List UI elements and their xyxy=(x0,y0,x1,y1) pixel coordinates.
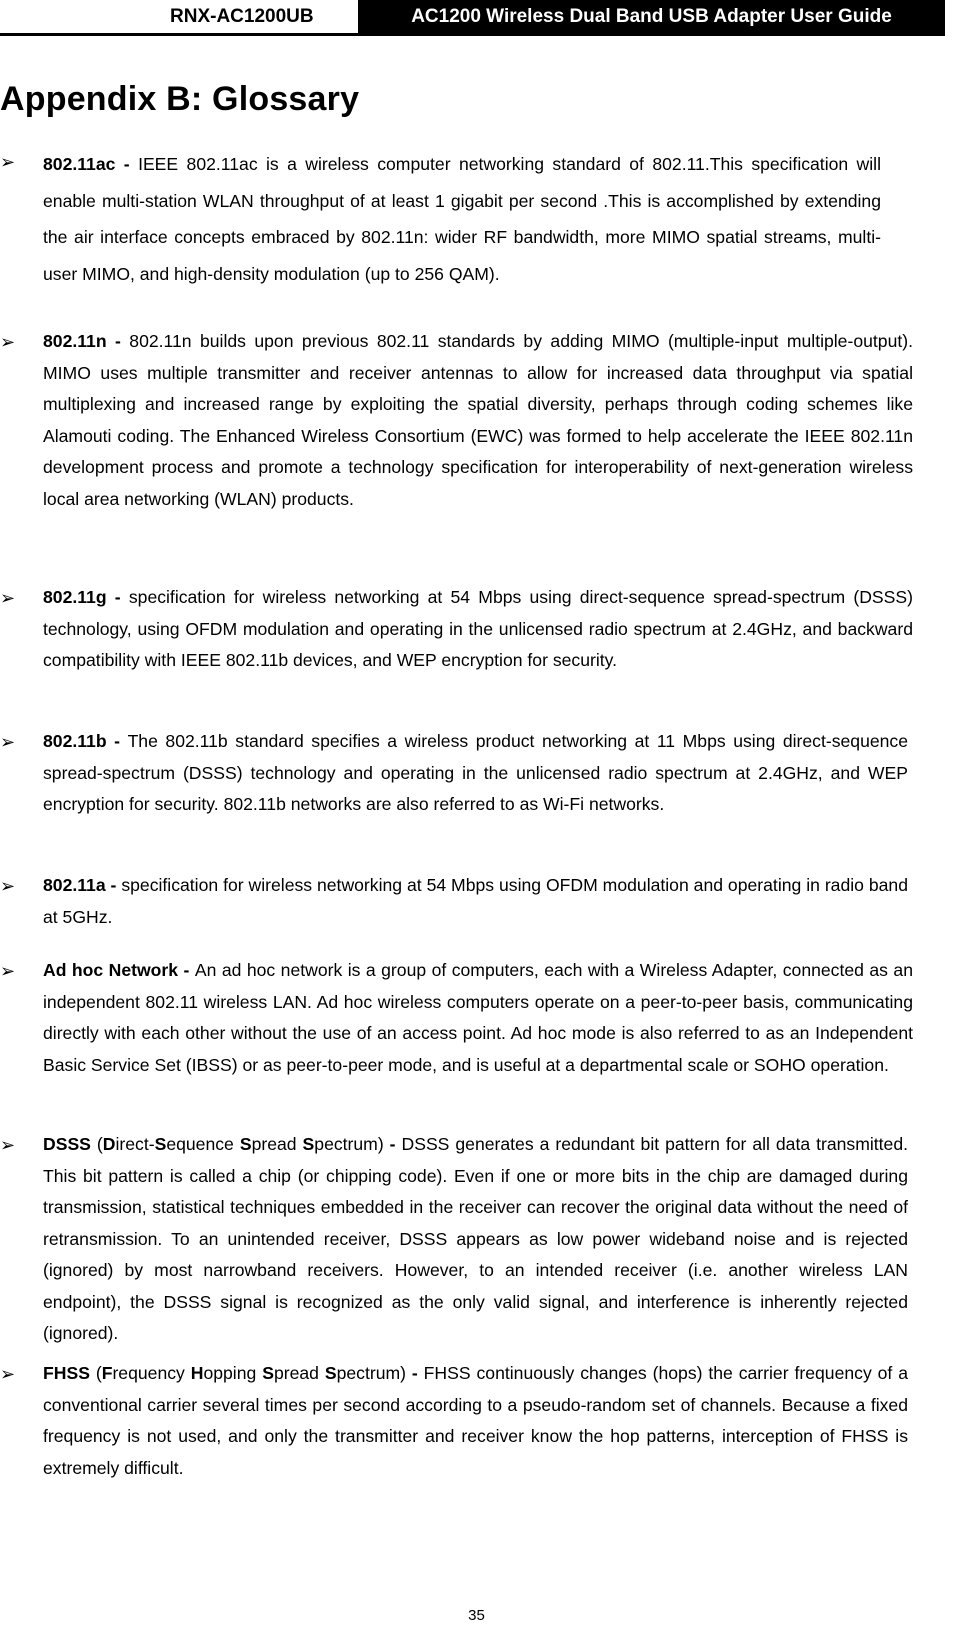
entry-definition: An ad hoc network is a group of computers, each with a Wireless Adapter, connected as an independent 802.11 wireless LAN. Ad hoc wireless computers operate on a peer-to-peer basis, communicating directly with each other without the use of an access point. Ad hoc mode is also referred to as an Independent Basic Service Set (IBSS) or as peer-to-peer mode, and is useful at a departmental scale or SOHO operation. xyxy=(43,960,913,1075)
bullet-arrow-icon: ➢ xyxy=(0,961,16,981)
bullet-arrow-icon: ➢ xyxy=(0,588,16,608)
entry-text: 802.11a - specification for wireless networking at 54 Mbps using OFDM modulation and operating in radio band at 5GHz. xyxy=(43,875,908,927)
entry-term: 802.11n xyxy=(43,331,107,351)
entry-text: FHSS (Frequency Hopping Spread Spectrum) - FHSS continuously changes (hops) the carrier frequency of a conventional carrier several times per second according to a pseudo-random set of channels. Because a fixed frequency is not used, and only the transmitter and receiver know the hop patterns, interception of FHSS is extremely difficult. xyxy=(43,1363,908,1478)
entry-definition: specification for wireless networking at 54 Mbps using OFDM modulation and operating in radio band at 5GHz. xyxy=(43,875,908,927)
entry-text: 802.11n - 802.11n builds upon previous 802.11 standards by adding MIMO (multiple-input multiple-output). MIMO uses multiple transmitter and receiver antennas to allow for increased data throughput via spatial multiplexing and increased range by exploiting the spatial diversity, perhaps through coding schemes like Alamouti coding. The Enhanced Wireless Consortium (EWC) was formed to help accelerate the IEEE 802.11n development process and promote a technology specification for interoperability of next-generation wireless local area networking (WLAN) products. xyxy=(43,331,913,509)
entry-text: DSSS (Direct-Sequence Spread Spectrum) - DSSS generates a redundant bit pattern for all data transmitted. This bit pattern is called a chip (or chipping code). Even if one or more bits in the chip are damaged during transmission, statistical techniques embedded in the receiver can recover the original data without the need of retransmission. To an unintended receiver, DSSS appears as low power wideband noise and is rejected (ignored) by most narrowband receivers. However, to an intended receiver (i.e. another wireless LAN endpoint), the DSSS signal is recognized as the only valid signal, and interference is inherently rejected (ignored). xyxy=(43,1134,909,1343)
bullet-arrow-icon: ➢ xyxy=(0,1364,16,1384)
model-label: RNX-AC1200UB xyxy=(170,6,314,27)
entry-term: Ad hoc Network xyxy=(43,960,179,980)
entry-definition: specification for wireless networking at 54 Mbps using direct-sequence spread-spectrum (DSSS) technology, using OFDM modulation and operating in the unlicensed radio spectrum at 2.4GHz, and backward compatibility with IEEE 802.11b devices, and WEP encryption for security. xyxy=(43,587,913,670)
entry-term: 802.11b xyxy=(43,731,107,751)
entry-term: DSSS xyxy=(43,1134,91,1154)
entry-definition: FHSS continuously changes (hops) the carrier frequency of a conventional carrier several times per second according to a pseudo-random set of channels. Because a fixed frequency is not used, and only the transmitter and receiver know the hop patterns, interception of FHSS is extremely difficult. xyxy=(43,1363,908,1478)
guide-title: AC1200 Wireless Dual Band USB Adapter User Guide xyxy=(358,0,945,34)
entry-term: 802.11ac xyxy=(43,154,116,174)
entry-definition: 802.11n builds upon previous 802.11 standards by adding MIMO (multiple-input multiple-output). MIMO uses multiple transmitter and receiver antennas to allow for increased data throughput via spatial multiplexing and increased range by exploiting the spatial diversity, perhaps through coding schemes like Alamouti coding. The Enhanced Wireless Consortium (EWC) was formed to help accelerate the IEEE 802.11n development process and promote a technology specification for interoperability of next-generation wireless local area networking (WLAN) products. xyxy=(43,331,913,509)
entry-definition: DSSS generates a redundant bit pattern for all data transmitted. This bit pattern is called a chip (or chipping code). Even if one or more bits in the chip are damaged during transmission, statistical techniques embedded in the receiver can recover the original data without the need of retransmission. To an unintended receiver, DSSS appears as low power wideband noise and is rejected (ignored) by most narrowband receivers. However, to an intended receiver (i.e. another wireless LAN endpoint), the DSSS signal is recognized as the only valid signal, and interference is inherently rejected (ignored). xyxy=(43,1134,909,1343)
entry-definition: The 802.11b standard specifies a wireless product networking at 11 Mbps using direct-sequence spread-spectrum (DSSS) technology and operating in the unlicensed radio spectrum at 2.4GHz, and WEP encryption for security. 802.11b networks are also referred to as Wi-Fi networks. xyxy=(43,731,908,814)
entry-text: 802.11g - specification for wireless networking at 54 Mbps using direct-sequence spread-spectrum (DSSS) technology, using OFDM modulation and operating in the unlicensed radio spectrum at 2.4GHz, and backward compatibility with IEEE 802.11b devices, and WEP encryption for security. xyxy=(43,587,913,670)
entry-text: 802.11ac - IEEE 802.11ac is a wireless computer networking standard of 802.11.This specification will enable multi-station WLAN throughput of at least 1 gigabit per second .This is accomplished by extending the air interface concepts embraced by 802.11n: wider RF bandwidth, more MIMO spatial streams, multi-user MIMO, and high-density modulation (up to 256 QAM). xyxy=(43,154,881,284)
entry-term: 802.11a xyxy=(43,875,106,895)
bullet-arrow-icon: ➢ xyxy=(0,152,16,172)
page-title: Appendix B: Glossary xyxy=(0,80,360,118)
bullet-arrow-icon: ➢ xyxy=(0,1135,16,1155)
page-number: 35 xyxy=(468,1607,485,1624)
header-rule xyxy=(0,33,945,36)
entry-definition: IEEE 802.11ac is a wireless computer networking standard of 802.11.This specification will enable multi-station WLAN throughput of at least 1 gigabit per second .This is accomplished by extending the air interface concepts embraced by 802.11n: wider RF bandwidth, more MIMO spatial streams, multi-user MIMO, and high-density modulation (up to 256 QAM). xyxy=(43,154,881,284)
page-header xyxy=(0,0,945,36)
bullet-arrow-icon: ➢ xyxy=(0,332,16,352)
entry-text: 802.11b - The 802.11b standard specifies a wireless product networking at 11 Mbps using direct-sequence spread-spectrum (DSSS) technology and operating in the unlicensed radio spectrum at 2.4GHz, and WEP encryption for security. 802.11b networks are also referred to as Wi-Fi networks. xyxy=(43,731,908,814)
entry-text: Ad hoc Network - An ad hoc network is a group of computers, each with a Wireless Adapter, connected as an independent 802.11 wireless LAN. Ad hoc wireless computers operate on a peer-to-peer basis, communicating directly with each other without the use of an access point. Ad hoc mode is also referred to as an Independent Basic Service Set (IBSS) or as peer-to-peer mode, and is useful at a departmental scale or SOHO operation. xyxy=(43,960,913,1075)
bullet-arrow-icon: ➢ xyxy=(0,732,16,752)
entry-term: 802.11g xyxy=(43,587,107,607)
entry-term: FHSS xyxy=(43,1363,90,1383)
bullet-arrow-icon: ➢ xyxy=(0,876,16,896)
